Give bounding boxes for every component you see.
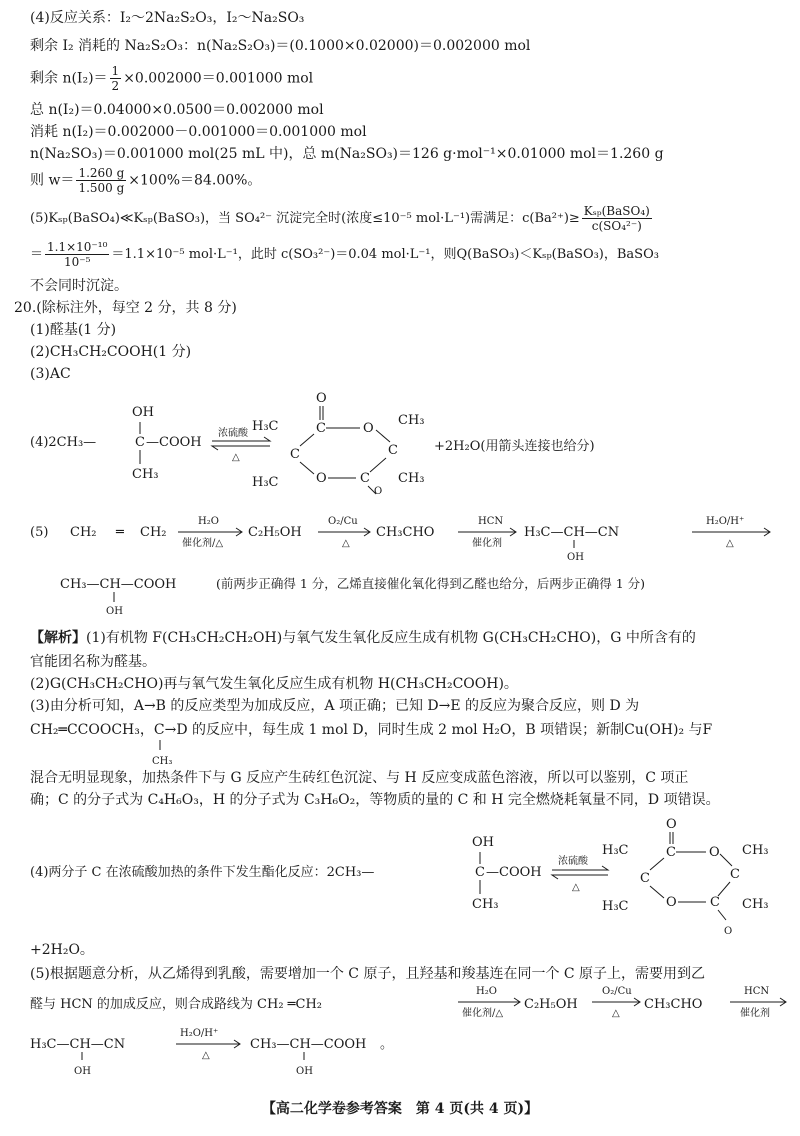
fraction: $\frac{1.260 g}{1.500 g}$ <box>78 166 125 195</box>
oxygen-label: O <box>316 471 327 486</box>
analysis-p3d: 确；C 的分子式为 C₄H₆O₃，H 的分子式为 C₃H₆O₂，等物质的量的 C 和 H 完全燃烧耗氧量不同，D 项错误。 <box>30 792 720 808</box>
carbon-label: C <box>730 867 740 882</box>
reagent-label: O₂/Cu <box>328 516 358 527</box>
q19-4-line2: 剩余 I₂ 消耗的 Na₂S₂O₃：n(Na₂S₂O₃)＝(0.1000×0.02000)＝0.002000 mol <box>30 38 531 54</box>
carbon-label: C <box>360 471 370 486</box>
double-bond-label: ═ <box>116 525 124 540</box>
carbon-label: C <box>316 421 326 436</box>
analysis-p5a: (5)根据题意分析，从乙烯得到乳酸，需要增加一个 C 原子，且羟基和羧基连在同一个 C 原子上，需要用到乙 <box>30 966 706 982</box>
oh-label: OH <box>567 552 584 560</box>
reagent-label: H₂O <box>476 986 497 997</box>
condition-label: 催化剂/△ <box>462 1008 504 1019</box>
ch2-label: CH₂ <box>140 525 167 540</box>
q20-answer-2: (2)CH₃CH₂COOH(1 分) <box>30 344 192 360</box>
heat-label: △ <box>726 538 734 549</box>
lactic-acid-label: CH₃—CH—COOH <box>60 577 177 592</box>
period: 。 <box>380 1037 394 1052</box>
q20-answer-3: (3)AC <box>30 366 71 382</box>
analysis-esterification <box>30 814 790 940</box>
heat-label: △ <box>572 882 580 893</box>
cyanohydrin-label: H₃C—CH—CN <box>524 525 620 540</box>
q19-4-relation: (4)反应关系：I₂～2Na₂S₂O₃，I₂～Na₂SO₃ <box>30 10 305 26</box>
oxygen-label: O <box>666 895 677 910</box>
oxygen-label: O <box>709 845 720 860</box>
ethanol-label: C₂H₅OH <box>248 525 302 540</box>
oh-label: OH <box>74 1066 91 1077</box>
ch3-label: CH₃ <box>132 467 159 482</box>
analysis-p5b: 醛与 HCN 的加成反应，则合成路线为 CH₂ ═CH₂ <box>30 997 323 1012</box>
heat-label: △ <box>202 1050 210 1061</box>
route-label: (5) <box>30 525 49 540</box>
condition-label: 催化剂 <box>472 538 502 549</box>
h3c-label: H₃C <box>252 475 279 490</box>
carbon-label: C <box>290 447 300 462</box>
h3c-label: H₃C <box>602 843 629 858</box>
oxygen-label: O <box>316 391 327 406</box>
q19-4-line6: n(Na₂SO₃)＝0.001000 mol(25 mL 中)，总 m(Na₂SO₃)＝126 g·mol⁻¹×0.01000 mol＝1.260 g <box>30 146 664 162</box>
oh-label: OH <box>132 405 154 420</box>
q20-header: 20.(除标注外，每空 2 分，共 8 分) <box>14 300 237 316</box>
svg-text:CH₃: CH₃ <box>152 756 173 767</box>
ch3-label: CH₃ <box>398 471 425 486</box>
oxygen-label: O <box>363 421 374 436</box>
q19-4-line3: 剩余 n(I₂)＝ $\frac{1}{2}$ ×0.002000＝0.001000 mol <box>30 64 314 93</box>
analysis-p1b: 官能团名称为醛基。 <box>30 654 156 670</box>
carbon-label: C <box>388 443 398 458</box>
route-scoring-note: (前两步正确得 1 分，乙烯直接催化氧化得到乙醛也给分，后两步正确得 1 分) <box>216 576 646 591</box>
acetaldehyde-label: CH₃CHO <box>376 525 435 540</box>
fraction: $\frac{\text{1.1×10⁻¹⁰}}{\text{10⁻⁵}}$ <box>47 240 108 269</box>
oh-label: OH <box>106 606 123 617</box>
methyl-branch <box>150 740 180 768</box>
lactic-acid-label: CH₃—CH—COOH <box>250 1037 367 1052</box>
reagent-label: H₂O <box>198 516 219 527</box>
condition-label: 催化剂/△ <box>182 538 224 549</box>
reagent-label: O₂/Cu <box>602 986 632 997</box>
cyanohydrin-label: H₃C—CH—CN <box>30 1037 126 1052</box>
synthesis-route-product <box>30 568 790 618</box>
analysis-route-end <box>30 1026 790 1082</box>
equation-tail: +2H₂O(用箭头连接也给分) <box>434 439 595 454</box>
condition-label: 催化剂 <box>740 1008 770 1019</box>
analysis-route <box>30 982 790 1022</box>
oxygen-label: O <box>666 817 677 832</box>
q19-5-line3: 不会同时沉淀。 <box>30 278 128 294</box>
catalyst-label: 浓硫酸 <box>218 428 248 439</box>
heat-label: △ <box>232 452 240 463</box>
carbon-label: C <box>475 865 485 880</box>
q19-5-line2: ＝ $\frac{\text{1.1×10⁻¹⁰}}{\text{10⁻⁵}}$ ＝1.1×10⁻⁵ mol·L⁻¹，此时 c(SO₃²⁻)＝0.04 mol·L⁻¹，则Q(BaSO₃)＜Kₛₚ(BaSO₃)，BaSO₃ <box>30 240 659 269</box>
reagent-label: HCN <box>478 516 504 527</box>
carbon-label: C <box>666 845 676 860</box>
analysis-p3c: 混合无明显现象，加热条件下与 G 反应产生砖红色沉淀、与 H 反应变成蓝色溶液，所以可以鉴别，C 项正 <box>30 770 689 786</box>
q19-5-line1: (5)Kₛₚ(BaSO₄)≪Kₛₚ(BaSO₃)，当 SO₄²⁻ 沉淀完全时(浓度≤10⁻⁵ mol·L⁻¹)需满足：c(Ba²⁺)≥ $\frac{\text{Kₛₚ(BaSO₄)}}{\text{c(SO₄²⁻)}}$ <box>30 204 650 233</box>
ethanol-label: C₂H₅OH <box>524 997 578 1012</box>
page-footer: 【高二化学卷参考答案 第 4 页(共 4 页)】 <box>261 1101 539 1117</box>
analysis-p4-label: (4)两分子 C 在浓硫酸加热的条件下发生酯化反应：2CH₃— <box>30 865 375 880</box>
oxygen-label: O <box>724 926 733 937</box>
catalyst-label: 浓硫酸 <box>558 856 588 867</box>
reagent-label: HCN <box>744 986 770 997</box>
q19-4-line4: 总 n(I₂)＝0.04000×0.0500＝0.002000 mol <box>30 102 324 118</box>
q20-answer-1: (1)醛基(1 分) <box>30 322 117 338</box>
heat-label: △ <box>342 538 350 549</box>
analysis-p3b: CH₂═CCOOCH₃，C→D 的反应中，每生成 1 mol D，同时生成 2 mol H₂O，B 项错误；新制Cu(OH)₂ 与F <box>30 722 713 738</box>
cooh-label: —COOH <box>486 865 542 880</box>
ch3-label: CH₃ <box>742 897 769 912</box>
h3c-label: H₃C <box>602 899 629 914</box>
ch3-label: CH₃ <box>398 413 425 428</box>
acetaldehyde-label: CH₃CHO <box>644 997 703 1012</box>
cooh-label: —COOH <box>146 435 202 450</box>
oh-label: OH <box>296 1066 313 1077</box>
reagent-label: H₂O/H⁺ <box>706 516 745 527</box>
analysis-p3a: (3)由分析可知，A→B 的反应类型为加成反应，A 项正确；已知 D→E 的反应为聚合反应，则 D 为 <box>30 698 640 714</box>
analysis-p1a: 【解析】(1)有机物 F(CH₃CH₂CH₂OH)与氧气发生氧化反应生成有机物 G(CH₃CH₂CHO)，G 中所含有的 <box>30 630 696 646</box>
q19-4-line5: 消耗 n(I₂)＝0.002000－0.001000＝0.001000 mol <box>30 124 367 140</box>
ch3-label: CH₃ <box>472 897 499 912</box>
analysis-p2: (2)G(CH₃CH₂CHO)再与氧气发生氧化反应生成有机物 H(CH₃CH₂COOH)。 <box>30 676 518 692</box>
q19-4-line7: 则 w＝ $\frac{1.260 g}{1.500 g}$ ×100%＝84.00%。 <box>30 166 262 195</box>
ch3-label: CH₃ <box>742 843 769 858</box>
esterification-equation <box>30 386 790 496</box>
synthesis-route <box>30 510 790 560</box>
ch2-label: CH₂ <box>70 525 97 540</box>
fraction: $\frac{1}{2}$ <box>111 64 120 93</box>
analysis-tag: 【解析】 <box>30 630 86 646</box>
carbon-label: C <box>710 895 720 910</box>
oxygen-label: O <box>374 486 383 496</box>
heat-label: △ <box>612 1008 620 1019</box>
analysis-p4-tail: +2H₂O。 <box>30 942 94 958</box>
carbon-label: C <box>135 435 145 450</box>
equation-label: (4)2CH₃— <box>30 435 97 450</box>
reagent-label: H₂O/H⁺ <box>180 1028 219 1039</box>
oh-label: OH <box>472 835 494 850</box>
carbon-label: C <box>640 871 650 886</box>
fraction: $\frac{\text{Kₛₚ(BaSO₄)}}{\text{c(SO₄²⁻)}}$ <box>583 204 650 233</box>
h3c-label: H₃C <box>252 419 279 434</box>
